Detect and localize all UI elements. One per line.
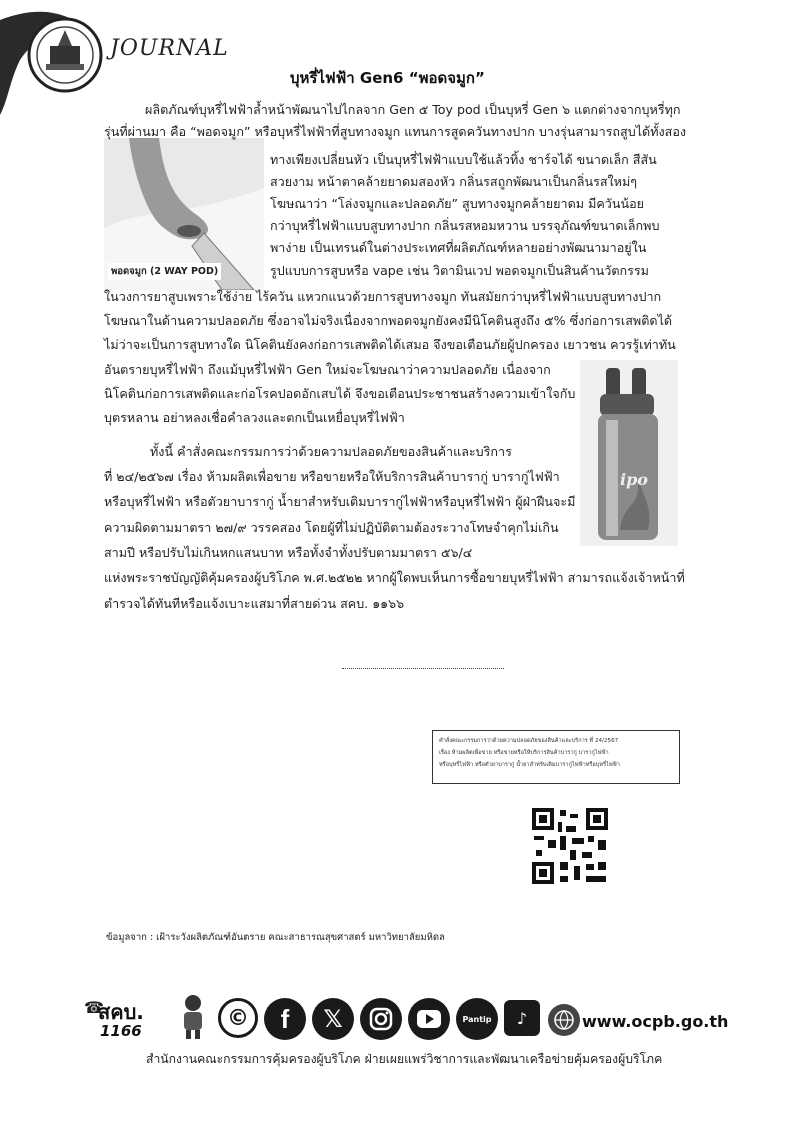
source-credit: ข้อมูลจาก : เฝ้าระวังผลิตภัณฑ์อันตราย คณะสาธารณสุขศาสตร์ มหาวิทยาลัยมหิดล	[106, 932, 445, 943]
reference-line: เรื่อง ห้ามผลิตเพื่อขาย หรือขายหรือให้บริการสินค้าบารากู่ บารากู่ไฟฟ้า	[439, 750, 609, 756]
mascot-icon	[178, 994, 208, 1044]
body-line: โฆษณาว่า “โล่งจมูกและปลอดภัย” สูบทางจมูกคล้ายยาดม มีควันน้อย	[270, 196, 645, 211]
body-line: อันตรายบุหรี่ไฟฟ้า ถึงแม้บุหรี่ไฟฟ้า Gen ใหม่จะโฆษณาว่าความปลอดภัย เนื่องจาก	[104, 362, 551, 377]
body-line: สวยงาม หน้าตาคล้ายยาดมสองหัว กลิ่นรสถูกพัฒนาเป็นกลิ่นรสใหม่ๆ	[270, 174, 638, 189]
body-line: รุ่นที่ผ่านมา คือ “พอดจมูก” หรือบุหรี่ไฟฟ้าที่สูบทางจมูก แทนการสูดควันทางปาก บางรุ่นสามารถสูบได้ทั้งสอง	[104, 124, 687, 139]
phone-icon: ☎	[84, 998, 104, 1017]
body-line: บุตรหลาน อย่าหลงเชื่อคำลวงและตกเป็นเหยื่อบุหรี่ไฟฟ้า	[104, 410, 405, 425]
tiktok-icon[interactable]: ♪	[504, 1000, 540, 1036]
body-line: แห่งพระราชบัญญัติคุ้มครองผู้บริโภค พ.ศ.๒๕๒๒ หากผู้ใดพบเห็นการซื้อขายบุหรี่ไฟฟ้า สามารถแจ้งเจ้าหน้าที่	[104, 570, 685, 585]
page-title: บุหรี่ไฟฟ้า Gen6 “พอดจมูก”	[290, 69, 485, 87]
body-line: พาง่าย เป็นเทรนด์ในต่างประเทศที่ผลิตภัณฑ์หลายอย่างพัฒนามาอยู่ใน	[270, 240, 647, 255]
body-line: โฆษณาในด้านความปลอดภัย ซึ่งอาจไม่จริงเนื่องจากพอดจมูกยังคงมีนิโคตินสูงถึง ๕% ซึ่งก่อการเสพติดได้	[104, 313, 673, 328]
divider	[342, 668, 504, 669]
instagram-icon[interactable]	[360, 998, 402, 1040]
body-line: ทางเพียงเปลี่ยนหัว เป็นบุหรี่ไฟฟ้าแบบใช้แล้วทิ้ง ชาร์จได้ ขนาดเล็ก สีสัน	[270, 152, 657, 167]
website-link[interactable]: www.ocpb.go.th	[582, 1012, 729, 1031]
x-icon[interactable]: 𝕏	[312, 998, 354, 1040]
copyright-icon[interactable]: ©	[218, 998, 258, 1038]
body-line: กว่าบุหรี่ไฟฟ้าแบบสูบทางปาก กลิ่นรสหอมหวาน บรรจุภัณฑ์ขนาดเล็กพบ	[270, 218, 660, 233]
qr-code-icon[interactable]	[530, 806, 610, 886]
footer-organization: สำนักงานคณะกรรมการคุ้มครองผู้บริโภค ฝ่ายเผยแพร่วิชาการและพัฒนาเครือข่ายคุ้มครองผู้บริโภค	[146, 1052, 663, 1066]
body-line: นิโคตินก่อการเสพติดและก่อโรคปอดอักเสบได้ จึงขอเตือนประชาชนสร้างความเข้าใจกับ	[104, 386, 576, 401]
body-line: รูปแบบการสูบหรือ vape เช่น วิตามินเวป พอดจมูกเป็นสินค้านวัตกรรม	[270, 263, 649, 278]
body-line: ตำรวจได้ทันทีหรือแจ้งเบาะแสมาที่สายด่วน สคบ. ๑๑๖๖	[104, 596, 405, 611]
pantip-icon[interactable]: Pantip	[456, 998, 498, 1040]
journal-heading: JOURNAL	[110, 36, 229, 61]
reference-box	[432, 730, 680, 784]
body-line: หรือบุหรี่ไฟฟ้า หรือตัวยาบารากู่ น้ำยาสำหรับเติมบารากู่ไฟฟ้าหรือบุหรี่ไฟฟ้า ผู้ฝ่าฝืนจะมี	[104, 494, 576, 509]
facebook-icon[interactable]: f	[264, 998, 306, 1040]
vape-bottle-photo	[580, 360, 678, 546]
body-line: ผลิตภัณฑ์บุหรี่ไฟฟ้าล้ำหน้าพัฒนาไปไกลจาก Gen ๕ Toy pod เป็นบุหรี่ Gen ๖ แตกต่างจากบุหรี่ทุก	[145, 102, 681, 117]
body-line: ทั้งนี้ คำสั่งคณะกรรมการว่าด้วยความปลอดภัยของสินค้าและบริการ	[150, 444, 512, 459]
figure-caption: พอดจมูก (2 WAY POD)	[108, 263, 221, 280]
emblem-icon	[26, 16, 104, 98]
reference-line: หรือบุหรี่ไฟฟ้า หรือตัวยาบารากู่ น้ำยาสำหรับเติมบารากู่ไฟฟ้าหรือบุหรี่ไฟฟ้า	[439, 762, 620, 768]
reference-line: คำสั่งคณะกรรมการว่าด้วยความปลอดภัยของสินค้าและบริการ ที่ 24/2567	[439, 738, 619, 744]
body-line: ที่ ๒๔/๒๕๖๗ เรื่อง ห้ามผลิตเพื่อขาย หรือขายหรือให้บริการสินค้าบารากู่ บารากู่ไฟฟ้า	[104, 469, 560, 484]
body-line: ในวงการยาสูบเพราะใช้ง่าย ไร้ควัน แหวกแนวด้วยการสูบทางจมูก ทันสมัยกว่าบุหรี่ไฟฟ้าแบบสูบทางปาก	[104, 289, 662, 304]
body-line: ความผิดตามมาตรา ๒๗/๙ วรรคสอง โดยผู้ที่ไม่ปฏิบัติตามต้องระวางโทษจำคุกไม่เกิน	[104, 520, 559, 535]
hotline-label: สคบ.	[98, 1000, 144, 1024]
bottle-label: ipo	[620, 470, 648, 489]
youtube-icon[interactable]	[408, 998, 450, 1040]
nose-pod-photo	[104, 138, 264, 290]
hotline-number: 1166	[100, 1022, 142, 1040]
body-line: ไม่ว่าจะเป็นการสูบทางใด นิโคตินยังคงก่อการเสพติดได้เสมอ จึงขอเตือนภัยผู้ปกครอง เยาวชน ควรรู้เท่าทัน	[104, 337, 676, 352]
globe-icon[interactable]	[548, 1004, 580, 1036]
body-line: สามปี หรือปรับไม่เกินหกแสนบาท หรือทั้งจำทั้งปรับตามมาตรา ๕๖/๔	[104, 545, 473, 560]
